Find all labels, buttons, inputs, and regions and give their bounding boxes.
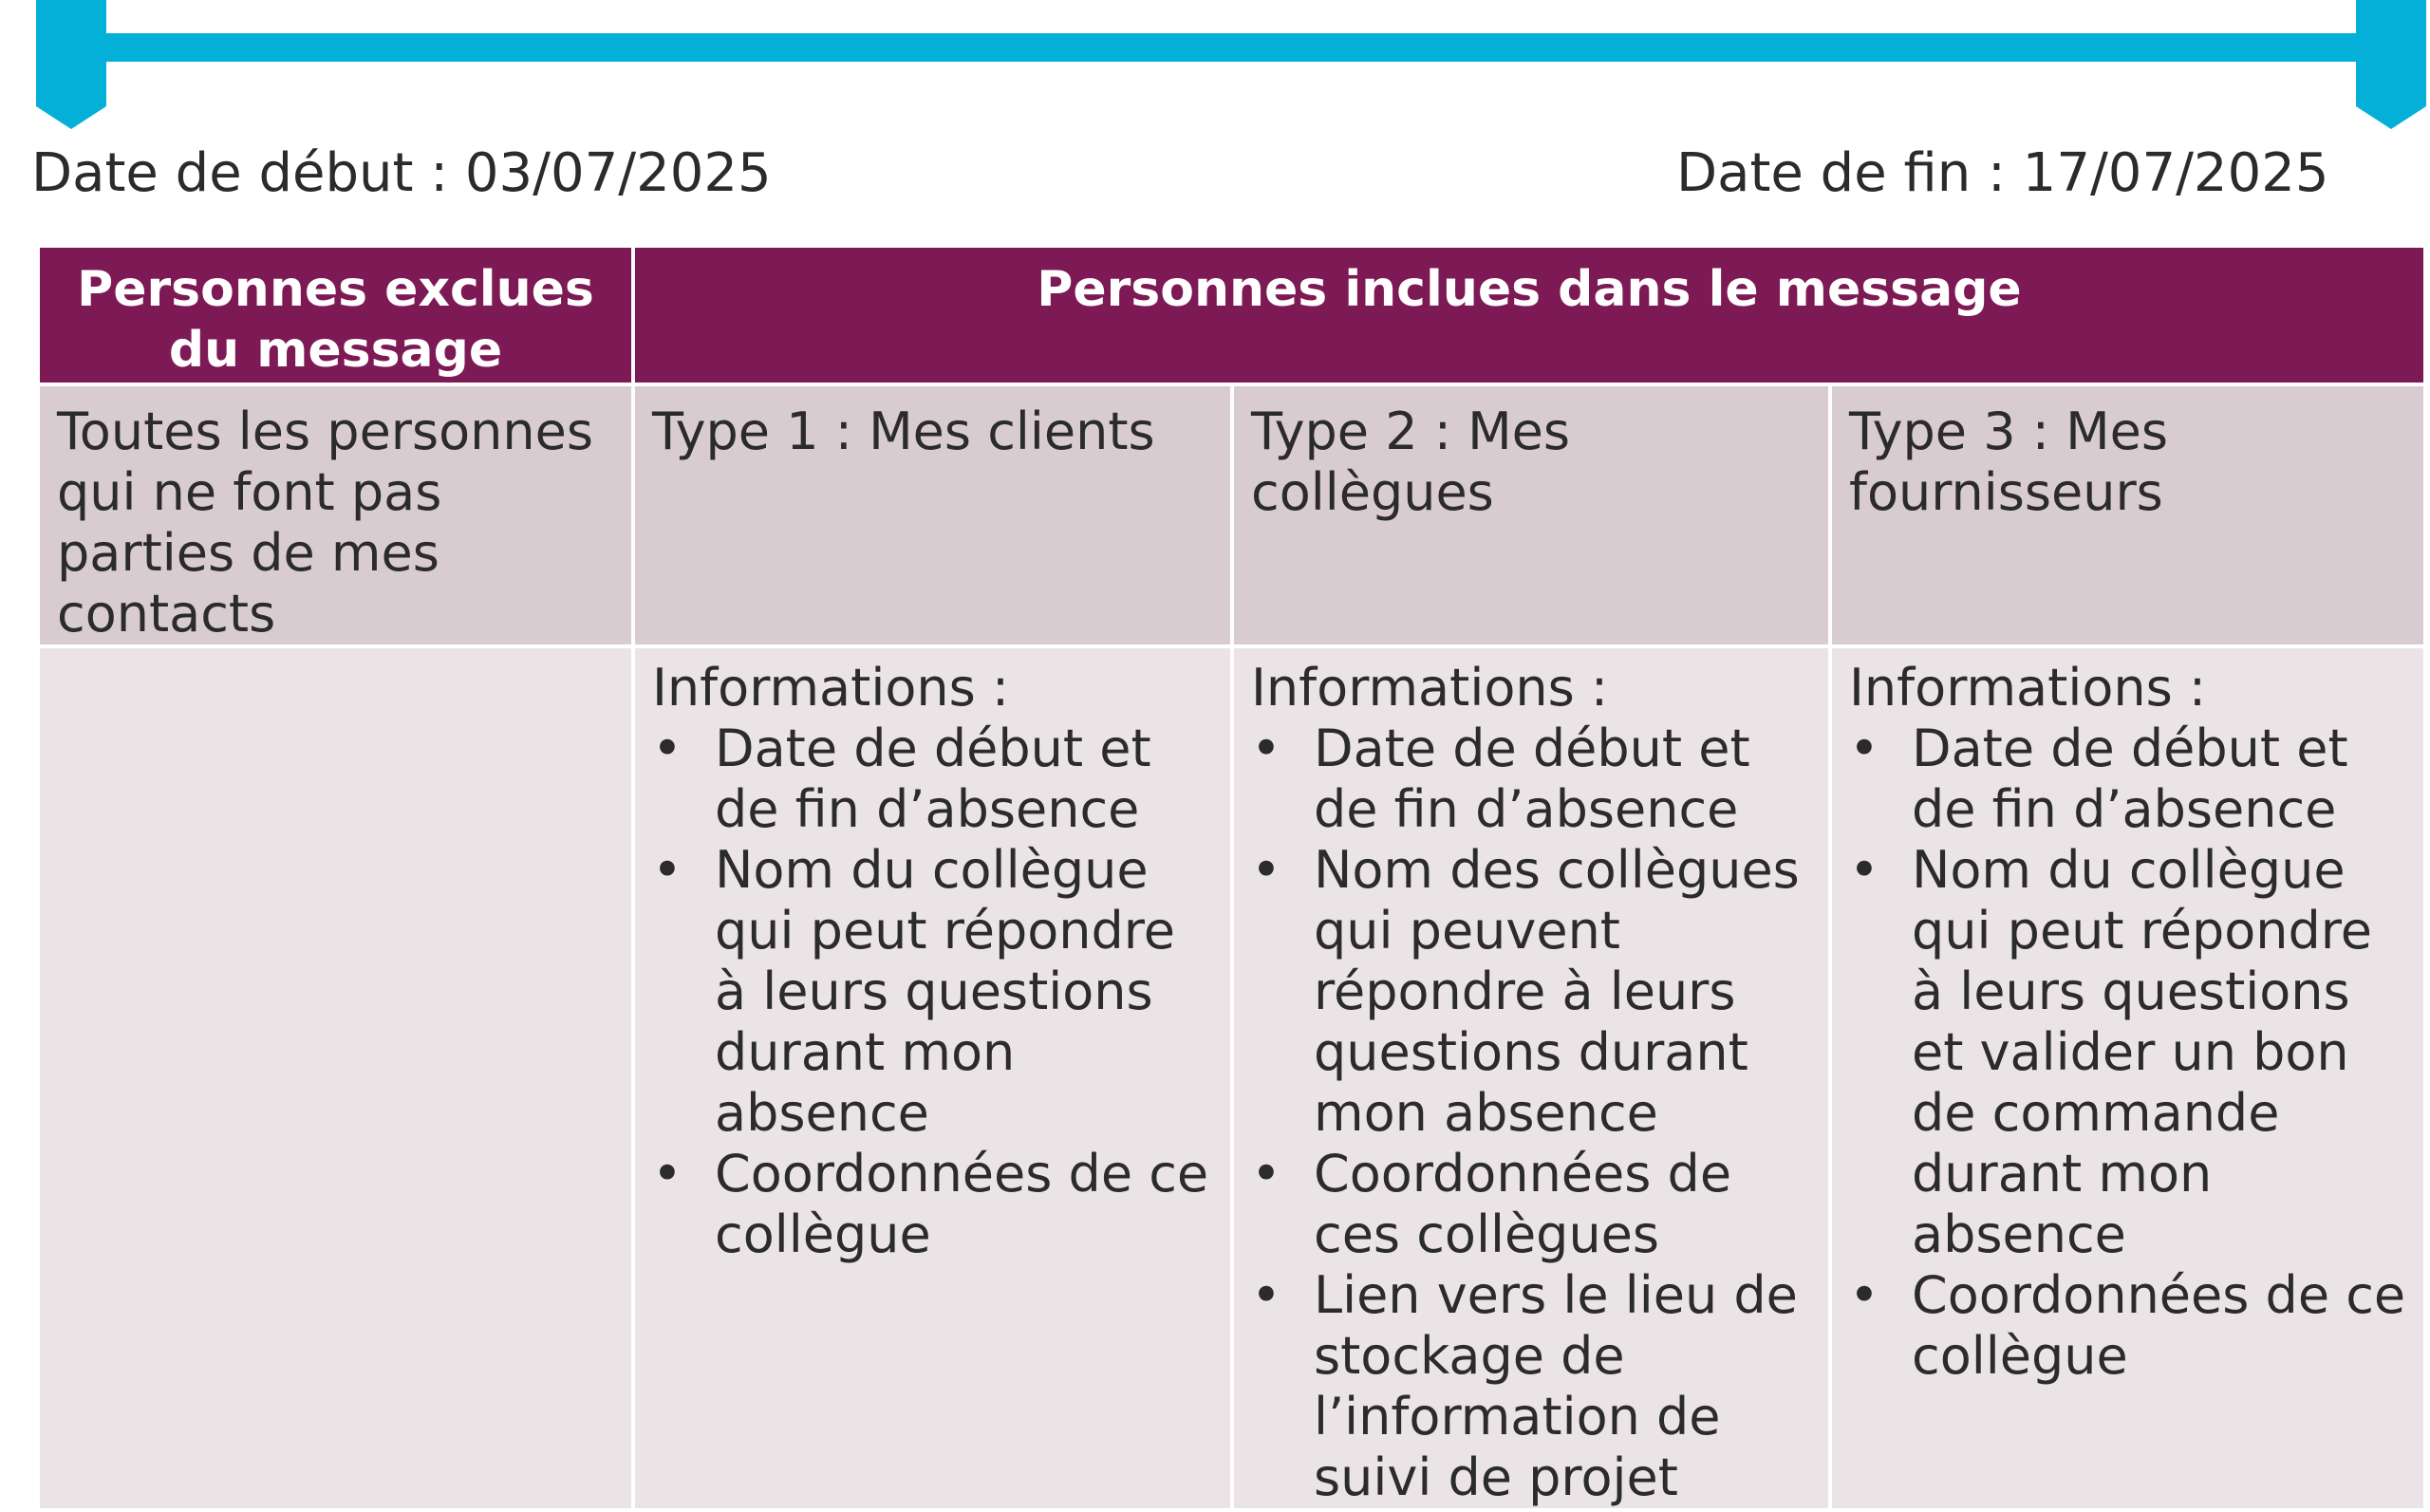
excluded-info-cell bbox=[38, 646, 633, 1510]
timeline-start-marker bbox=[36, 0, 106, 129]
timeline-bar bbox=[0, 0, 2430, 133]
list-item: • Coordonnées de ce collègue bbox=[715, 1144, 1213, 1265]
excluded-description: Toutes les personnes qui ne font pas parties de mes contacts bbox=[57, 401, 593, 644]
list-item: • Coordonnées de ce collègue bbox=[1912, 1265, 2406, 1387]
list-item: • Date de début et de fin d’absence bbox=[715, 719, 1213, 840]
type-cell-2 bbox=[1232, 384, 1830, 646]
info-list-2 bbox=[1251, 719, 1811, 1508]
excluded-header: Personnes exclues du message bbox=[38, 246, 633, 384]
timeline-end-marker bbox=[2356, 0, 2426, 129]
list-item: • Nom du collègue qui peut répondre à leurs questions durant mon absence bbox=[715, 840, 1213, 1144]
info-title-1: Informations : bbox=[652, 658, 1010, 718]
info-title-3: Informations : bbox=[1849, 658, 2207, 718]
info-row bbox=[38, 646, 2425, 1510]
type-cell-1 bbox=[633, 384, 1232, 646]
types-row bbox=[38, 384, 2425, 646]
excluded-cell bbox=[38, 384, 633, 646]
included-header: Personnes inclues dans le message bbox=[633, 246, 2425, 384]
info-list-3 bbox=[1849, 719, 2406, 1387]
info-cell-2 bbox=[1232, 646, 1830, 1510]
list-item: • Lien vers le lieu de stockage de l’information de suivi de projet bbox=[1314, 1265, 1811, 1508]
timeline-line bbox=[95, 33, 2373, 62]
start-date-label: Date de début : 03/07/2025 bbox=[31, 142, 772, 204]
list-item: • Date de début et de fin d’absence bbox=[1314, 719, 1811, 840]
list-item: • Date de début et de fin d’absence bbox=[1912, 719, 2406, 840]
list-item: • Nom du collègue qui peut répondre à leurs questions et valider un bon de commande durant mon absence bbox=[1912, 840, 2406, 1265]
info-list-1 bbox=[652, 719, 1213, 1265]
info-cell-1 bbox=[633, 646, 1232, 1510]
header-row bbox=[38, 246, 2425, 384]
type-label-2: Type 2 : Mes collègues bbox=[1251, 401, 1571, 522]
audience-table bbox=[36, 244, 2427, 1512]
type-label-3: Type 3 : Mes fournisseurs bbox=[1849, 401, 2169, 522]
end-date-label: Date de fin : 17/07/2025 bbox=[1676, 142, 2329, 204]
list-item: • Nom des collègues qui peuvent répondre à leurs questions durant mon absence bbox=[1314, 840, 1811, 1144]
type-cell-3 bbox=[1830, 384, 2425, 646]
list-item: • Coordonnées de ces collègues bbox=[1314, 1144, 1811, 1265]
type-label-1: Type 1 : Mes clients bbox=[652, 401, 1155, 461]
info-cell-3 bbox=[1830, 646, 2425, 1510]
info-title-2: Informations : bbox=[1251, 658, 1609, 718]
